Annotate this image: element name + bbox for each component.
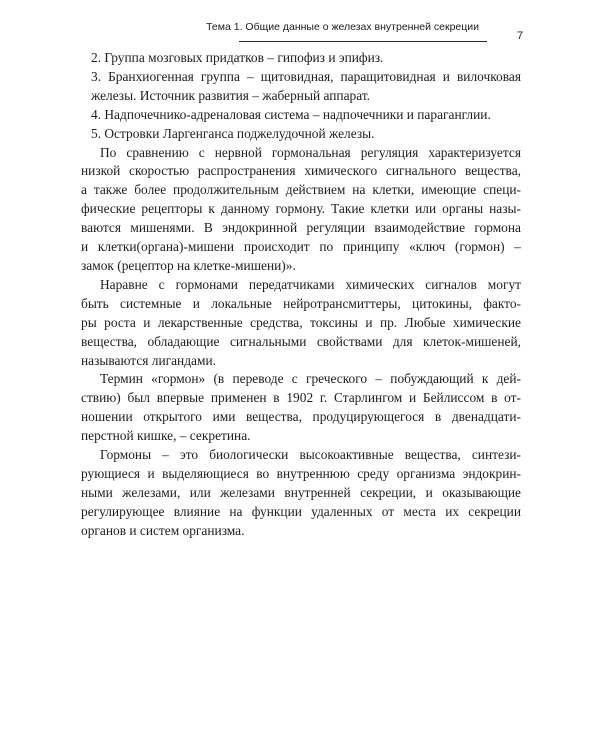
page-number: 7: [517, 30, 524, 42]
list-item: 2. Группа мозговых придатков – гипофиз и эпифиз.: [91, 50, 384, 65]
paragraph: [81, 144, 521, 276]
page-body: [81, 49, 521, 541]
list-item: 4. Надпочечнико-адреналовая система – надпочечники и параганглии.: [91, 106, 491, 122]
text-line: ствию) был впервые применен в 1902 г. Старлингом и Бейлиссом в от-: [81, 390, 521, 406]
text-line: Наравне с гормонами передатчиками химических сигналов могут: [100, 276, 521, 292]
text-line: называются лигандами.: [81, 352, 216, 368]
text-line: вещества, обладающие сигнальными свойствами для клеток-мишеней,: [81, 333, 521, 349]
list-item: 3. Бранхиогенная группа – щитовидная, паращитовидная и вилочковая: [91, 68, 521, 84]
text-line: ваются мишенями. В эндокринной регуляции взаимодействие гормона: [81, 220, 521, 236]
paragraph: [81, 370, 521, 446]
text-line: По сравнению с нервной гормональная регуляция характеризуется: [100, 144, 521, 160]
text-line: органов и систем организма.: [81, 522, 245, 538]
text-line: низкой скоростью распространения химического сигнального вещества,: [81, 163, 521, 179]
text-line: ными железами, или железами внутренней секреции, и оказывающие: [81, 484, 521, 500]
text-line: рующиеся и выделяющиеся во внутреннюю среду организма эндокрин-: [81, 465, 521, 481]
text-line: ношении открытого ими вещества, продуцирующегося в двенадцати-: [81, 409, 521, 425]
list-item: 5. Островки Ларгенганса поджелудочной железы.: [91, 125, 375, 141]
text-line: перстной кишке, – секретина.: [81, 428, 251, 444]
text-line: и клетки(органа)-мишени происходит по принципу «ключ (гормон) –: [81, 239, 521, 255]
text-line: регулирующее влияние на функции удаленных от места их секреции: [81, 503, 521, 519]
text-line: Термин «гормон» (в переводе с греческого – побуждающий к дей-: [100, 371, 521, 387]
paragraph: [81, 446, 521, 541]
list-item-continuation: железы. Источник развития – жаберный аппарат.: [91, 87, 371, 103]
text-line: фические рецепторы к данному гормону. Такие клетки или органы назы-: [81, 201, 521, 217]
numbered-list: [81, 49, 521, 144]
text-line: ры роста и лекарственные средства, токсины и пр. Любые химические: [81, 314, 521, 330]
text-line: а также более продолжительным действием на клетки, имеющие специ-: [81, 182, 521, 198]
paragraph: [81, 276, 521, 371]
text-line: замок (рецептор на клетке-мишени)».: [81, 257, 296, 273]
running-title: Тема 1. Общие данные о железах внутренней секреции: [206, 21, 479, 33]
text-line: быть системные и локальные нейротрансмиттеры, цитокины, факто-: [81, 295, 521, 311]
running-header: [206, 19, 487, 42]
text-line: Гормоны – это биологически высокоактивные вещества, синтези-: [100, 447, 521, 463]
